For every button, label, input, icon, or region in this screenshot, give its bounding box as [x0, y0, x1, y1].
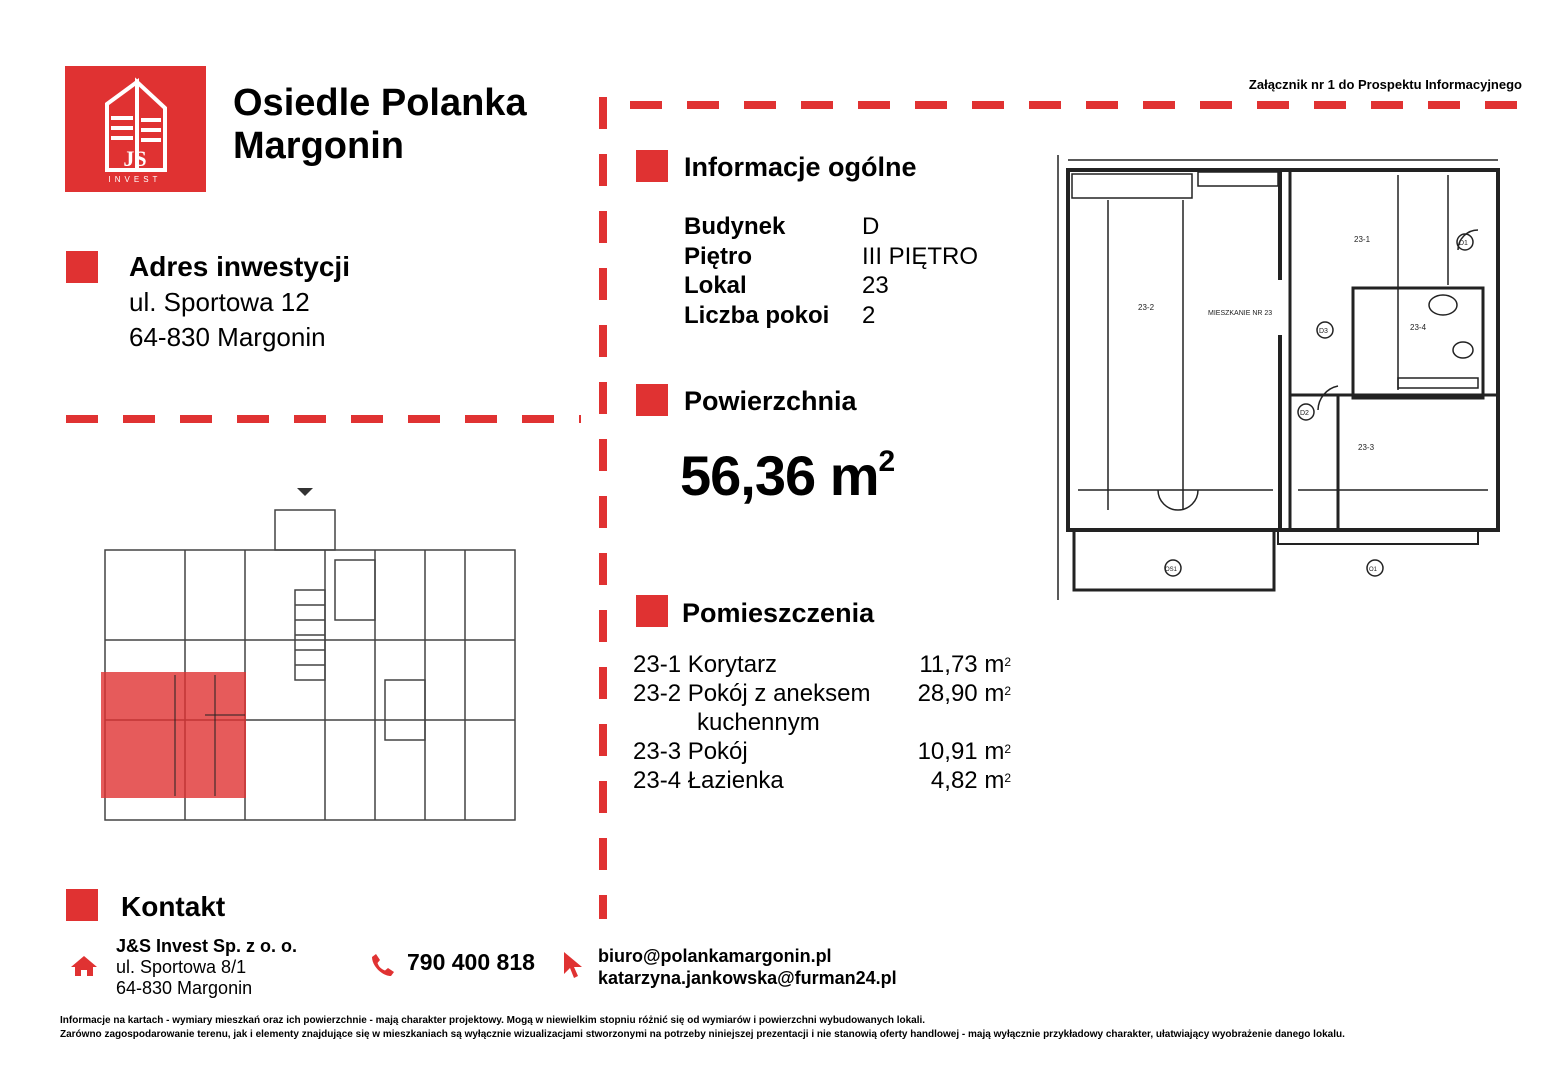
- surface-value: [680, 443, 894, 508]
- info-heading: Informacje ogólne: [684, 152, 917, 182]
- info-label: Liczba pokoi: [684, 301, 830, 329]
- plan-label-23-1: 23-1: [1354, 235, 1371, 244]
- room-name-continuation: kuchennym: [697, 709, 820, 736]
- address-heading: Adres inwestycji: [129, 251, 350, 282]
- page-title: [233, 82, 527, 168]
- surface-heading: Powierzchnia: [684, 386, 857, 416]
- top-dashed-divider: [630, 101, 1525, 109]
- company-address: [116, 936, 297, 999]
- vertical-dashed-divider: [599, 97, 607, 919]
- email-link-person[interactable]: katarzyna.jankowska@furman24.pl: [598, 968, 897, 988]
- surface-exponent: 2: [878, 445, 895, 479]
- info-value: D: [862, 213, 880, 240]
- room-area: [918, 737, 1011, 766]
- plan-label-d3: D3: [1319, 328, 1328, 335]
- room-area-exponent: 2: [1004, 655, 1011, 669]
- room-area-exponent: 2: [1004, 684, 1011, 698]
- phone-icon: [370, 952, 396, 983]
- disclaimer: [60, 1014, 1520, 1042]
- plan-label-os1: OS1: [1165, 567, 1178, 573]
- plan-label-23-3: 23-3: [1358, 443, 1375, 452]
- room-name: 23-3 Pokój: [633, 738, 748, 765]
- disclaimer-line-2: Zarówno zagospodarowanie terenu, jak i elementy znajdujące się w mieszkaniach są wyłącznie wizualizacjami stworzonymi na potrzeby niniejszej prezentacji i nie stanowią oferty handlowej - mają wyłącznie przykładowy charakter, ułatwiający wyobrażenie danego lokalu.: [60, 1029, 1345, 1040]
- room-name: 23-1 Korytarz: [633, 651, 778, 678]
- room-area-value: 11,73: [919, 651, 978, 678]
- plan-label-o1: O1: [1369, 567, 1378, 573]
- building-floor-plan: [95, 480, 535, 840]
- room-area-value: 4,82: [930, 767, 978, 794]
- info-value: 23: [862, 272, 889, 299]
- room-item: [633, 766, 1011, 795]
- info-row: [684, 212, 978, 242]
- left-dashed-divider: [66, 415, 581, 423]
- company-name: J&S Invest Sp. z o. o.: [116, 936, 298, 956]
- room-area-unit: m: [984, 738, 1005, 765]
- apartment-highlight: [101, 672, 246, 798]
- logo-subtitle: INVEST: [108, 175, 162, 184]
- room-name: 23-4 Łazienka: [633, 767, 784, 794]
- info-row: [684, 242, 978, 272]
- info-label: Lokal: [684, 272, 747, 299]
- rooms-heading: Pomieszczenia: [682, 598, 875, 628]
- info-bullet-icon: [636, 150, 668, 182]
- room-area-value: 10,91: [917, 738, 978, 765]
- info-row: [684, 271, 978, 301]
- plan-label-d2: D2: [1300, 410, 1309, 417]
- info-row: [684, 301, 978, 331]
- address-block: [129, 285, 326, 355]
- room-area: [919, 650, 1011, 679]
- info-label: Piętro: [684, 242, 753, 270]
- annex-note: Załącznik nr 1 do Prospektu Informacyjnego: [1248, 77, 1522, 92]
- cursor-icon: [561, 950, 585, 985]
- company-logo: [65, 66, 206, 192]
- room-area-unit: m: [984, 651, 1005, 678]
- room-area-exponent: 2: [1004, 742, 1011, 756]
- building-logo-icon: [65, 66, 206, 192]
- plan-label-flat: MIESZKANIE NR 23: [1208, 310, 1273, 317]
- info-value: III PIĘTRO: [862, 242, 979, 270]
- surface-bullet-icon: [636, 384, 668, 416]
- disclaimer-line-1: Informacje na kartach - wymiary mieszkań oraz ich powierzchnie - mają charakter projektowy. Mogą w niewielkim stopniu różnić się od wymiarów i powierzchni wybudowanych lokali.: [60, 1015, 926, 1026]
- room-item: [633, 650, 1011, 679]
- contact-emails: [598, 945, 897, 989]
- room-area-unit: m: [984, 680, 1005, 707]
- room-item: [633, 737, 1011, 766]
- contact-heading: Kontakt: [121, 891, 226, 922]
- title-line-2: Margonin: [233, 125, 404, 167]
- home-icon: [70, 954, 98, 983]
- address-street: ul. Sportowa 12: [129, 287, 310, 317]
- room-area-exponent: 2: [1004, 771, 1011, 785]
- room-area: [918, 679, 1011, 708]
- company-city: 64-830 Margonin: [116, 978, 253, 998]
- address-city: 64-830 Margonin: [129, 322, 326, 352]
- rooms-bullet-icon: [636, 595, 668, 627]
- room-area-unit: m: [984, 767, 1005, 794]
- apartment-floor-plan: [1048, 150, 1508, 608]
- room-area: [931, 766, 1011, 795]
- info-value: 2: [862, 301, 876, 329]
- room-name: 23-2 Pokój z aneksem: [633, 680, 871, 707]
- contact-phone[interactable]: 790 400 818: [407, 949, 535, 975]
- info-table: [684, 212, 978, 330]
- contact-bullet-icon: [66, 889, 98, 921]
- company-street: ul. Sportowa 8/1: [116, 957, 247, 977]
- logo-initials: JS: [123, 146, 147, 171]
- email-link-office[interactable]: biuro@polankamargonin.pl: [598, 946, 832, 966]
- rooms-list: [633, 650, 1011, 795]
- surface-number: 56,36 m: [680, 444, 879, 507]
- plan-label-23-2: 23-2: [1138, 303, 1155, 312]
- room-area-value: 28,90: [917, 680, 978, 707]
- plan-label-23-4: 23-4: [1410, 323, 1427, 332]
- plan-label-d1: D1: [1459, 240, 1468, 247]
- title-line-1: Osiedle Polanka: [233, 82, 527, 124]
- info-label: Budynek: [684, 213, 786, 240]
- room-item: [633, 679, 1011, 708]
- address-bullet-icon: [66, 251, 98, 283]
